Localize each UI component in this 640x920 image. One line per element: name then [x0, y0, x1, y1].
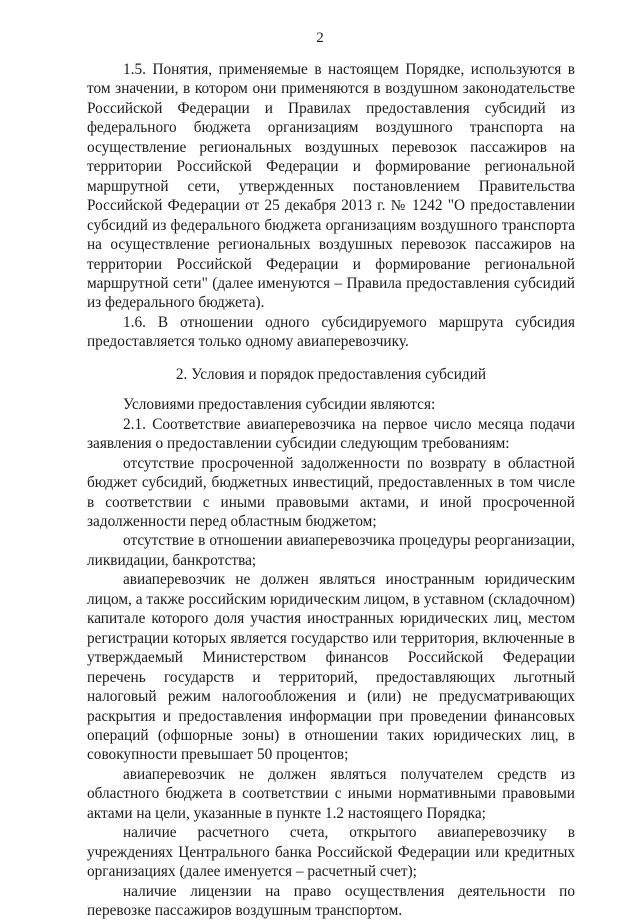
paragraph-license: наличие лицензии на право осуществления деятельности по перевозке пассажиров воздушным транспортом.: [87, 882, 575, 920]
section-heading: 2. Условия и порядок предоставления субсидий: [175, 365, 487, 383]
paragraph-bank-account: наличие расчетного счета, открытого авиаперевозчику в учреждениях Центрального банка Российской Федерации или кредитных организациях (далее именуется – расчетный счет);: [87, 824, 575, 881]
document-body: [87, 60, 575, 920]
page-number: 2: [316, 30, 324, 46]
paragraph-not-foreign: авиаперевозчик не должен являться иностранным юридическим лицом, а также российским юридическим лицом, в уставном (складочном) капитале которого доля участия иностранных юридических лиц, местом регистрации которых является государство или территория, включенные в утверждаемый Министерством финансов Российской Федерации перечень государств и территорий, предоставляющих льготный налоговый режим налогообложения и (или) не предусматривающих раскрытия и предоставления информации при проведении финансовых операций (офшорные зоны) в отношении таких юридических лиц, в совокупности превышает 50 процентов;: [87, 571, 575, 764]
paragraph-no-debt: отсутствие просроченной задолженности по возврату в областной бюджет субсидий, бюджетных инвестиций, предоставленных в том числе в соответствии с иными правовыми актами, и иной просроченной задолженности перед областным бюджетом;: [87, 454, 575, 530]
paragraph-1-5: 1.5. Понятия, применяемые в настоящем Порядке, используются в том значении, в котором они применяются в воздушном законодательстве Российской Федерации и Правилах предоставления субсидий из федерального бюджета организациям воздушного транспорта на осуществление региональных воздушных перевозок пассажиров на территории Российской Федерации и формирование региональной маршрутной сети, утвержденных постановлением Правительства Российской Федерации от 25 декабря 2013 г. № 1242 "О предоставлении субсидий из федерального бюджета организациям воздушного транспорта на осуществление региональных воздушных перевозок пассажиров на территории Российской Федерации и формирование региональной маршрутной сети" (далее именуются – Правила предоставления субсидий из федерального бюджета).: [87, 61, 575, 312]
paragraph-no-bankruptcy: отсутствие в отношении авиаперевозчика процедуры реорганизации, ликвидации, банкротства;: [87, 532, 575, 569]
paragraph-1-6: 1.6. В отношении одного субсидируемого маршрута субсидия предоставляется только одному авиаперевозчику.: [87, 313, 575, 351]
paragraph-conditions-intro: Условиями предоставления субсидии являются:: [123, 396, 436, 414]
paragraph-not-recipient: авиаперевозчик не должен являться получателем средств из областного бюджета в соответствии с иными нормативными правовыми актами на цели, указанные в пункте 1.2 настоящего Порядка;: [87, 765, 575, 822]
paragraph-2-1: 2.1. Соответствие авиаперевозчика на первое число месяца подачи заявления о предоставлении субсидии следующим требованиям:: [87, 415, 575, 453]
